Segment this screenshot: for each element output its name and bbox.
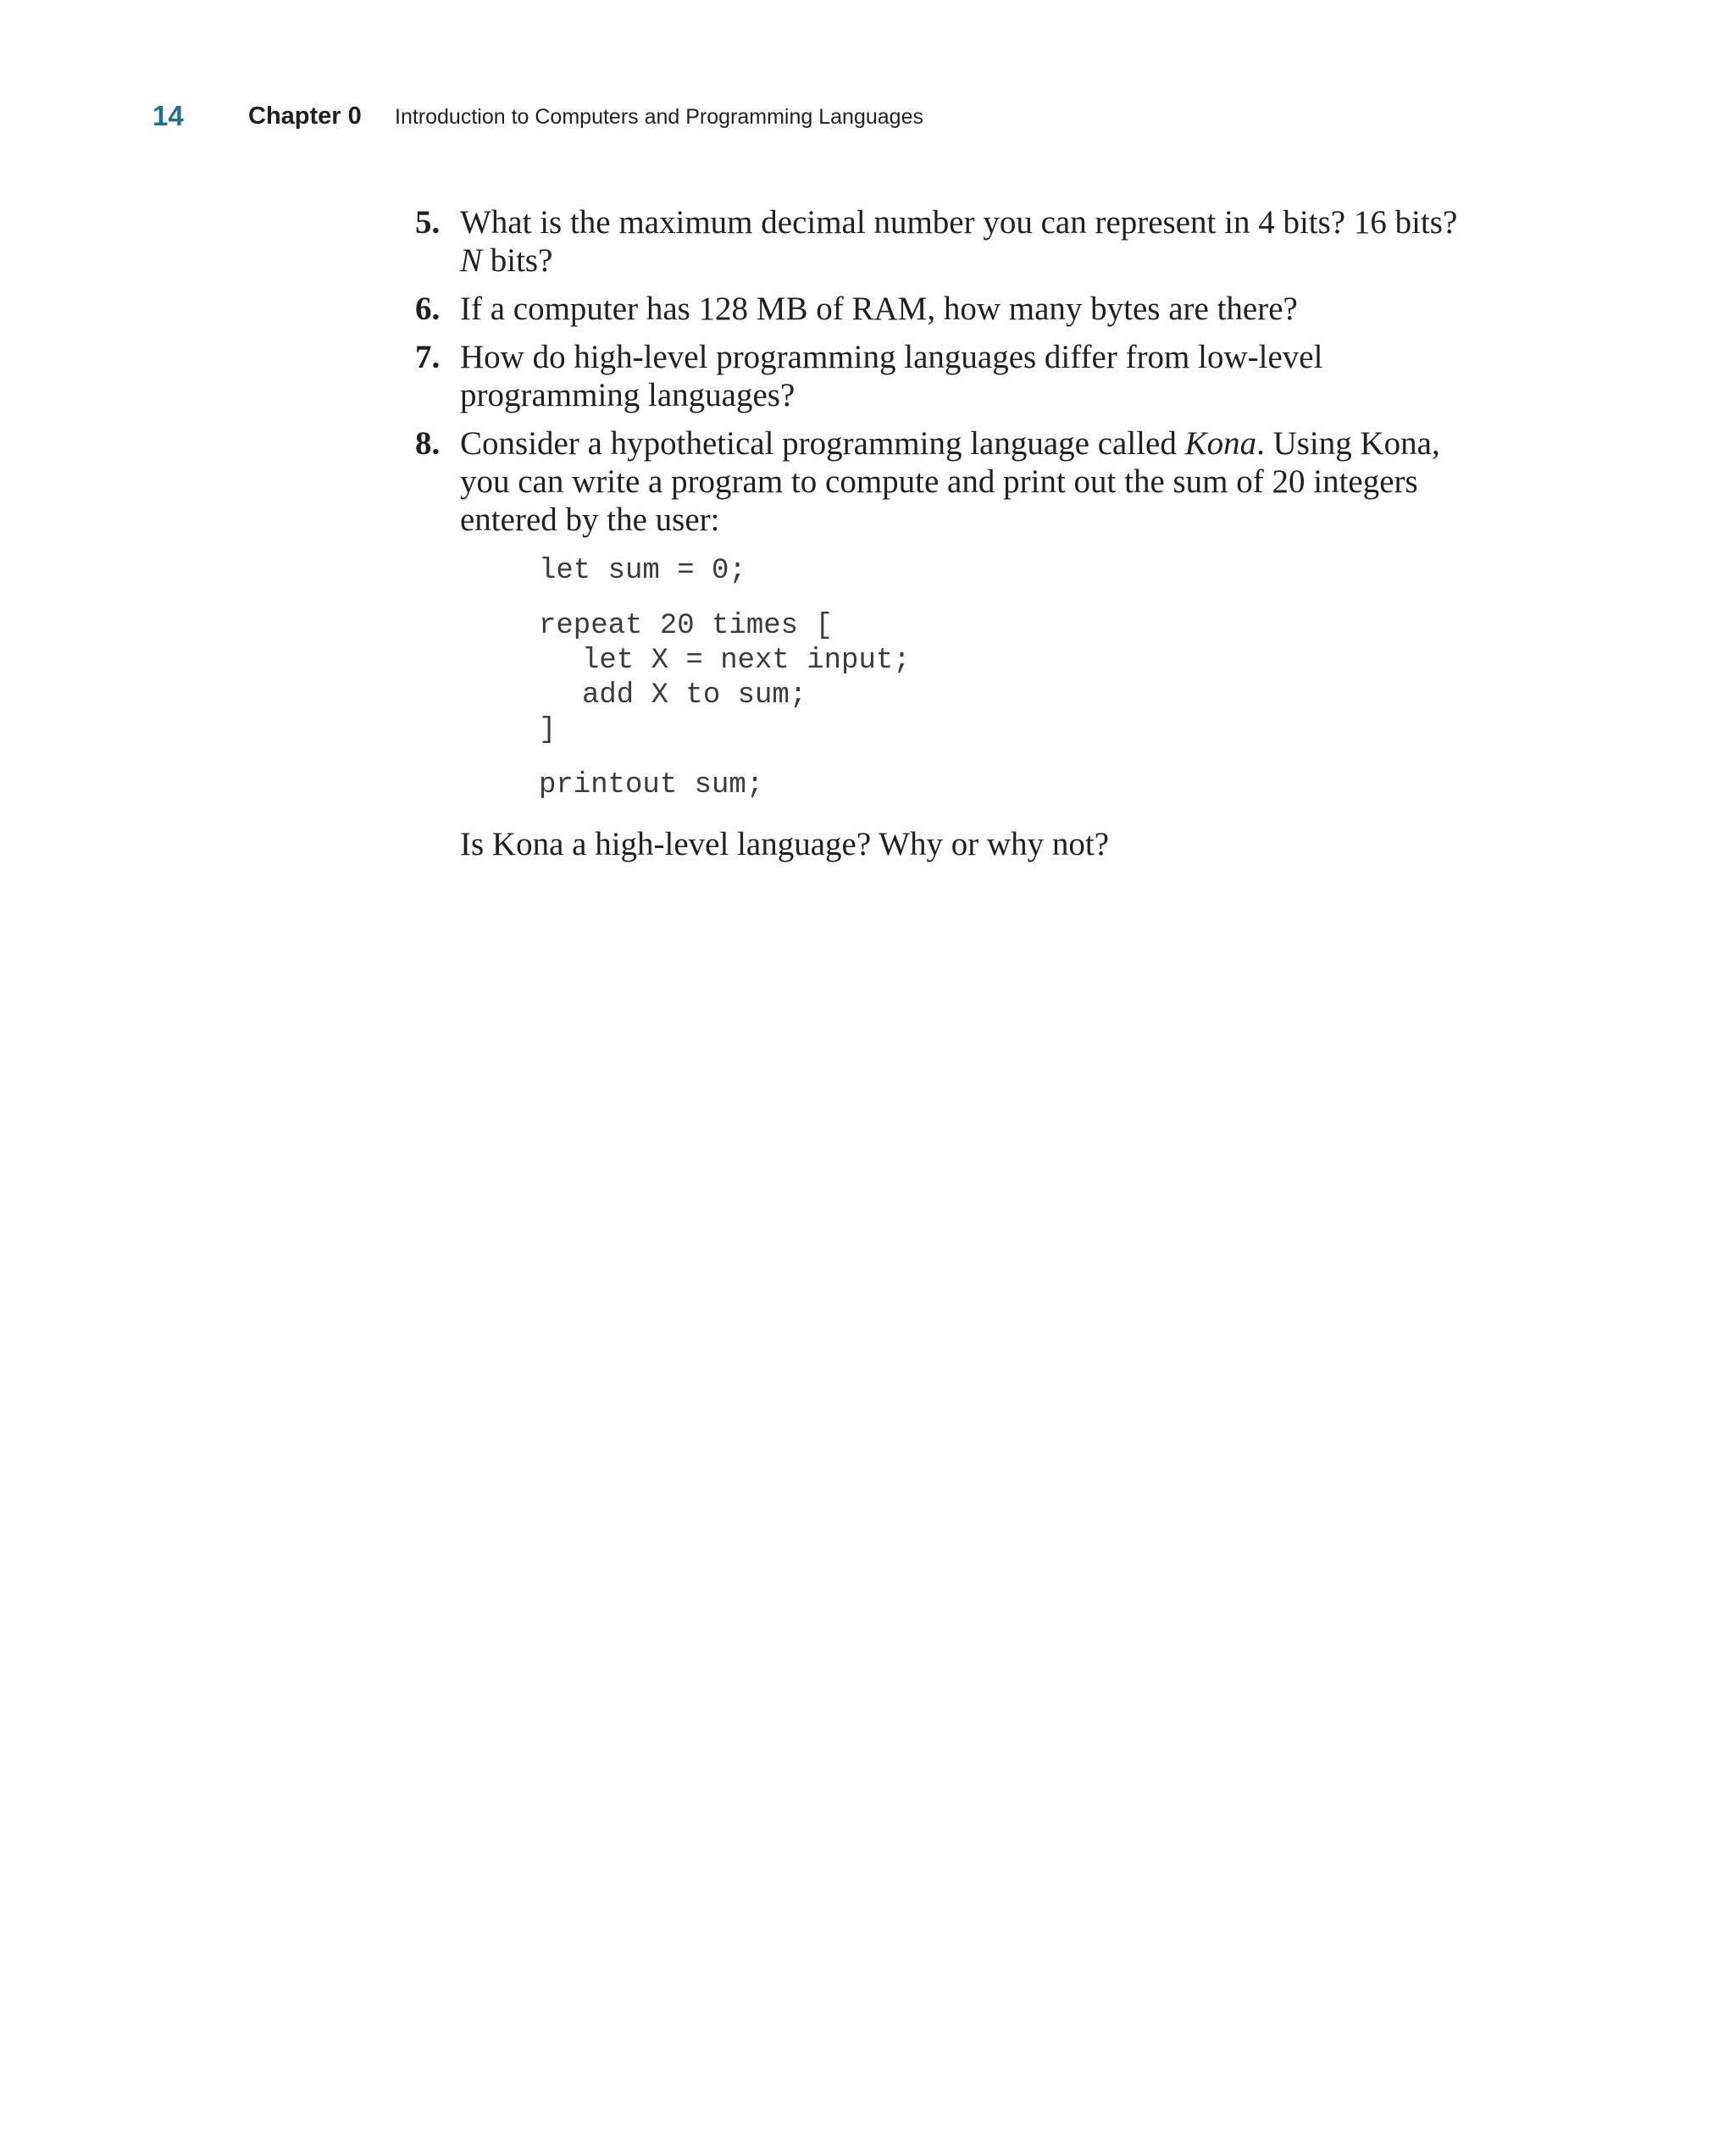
question-italic-term: N (460, 242, 483, 279)
question-8 (415, 424, 1483, 863)
question-text: How do high-level programming languages differ from low-level programming languages? (460, 339, 1323, 413)
code-line: ] (539, 714, 557, 746)
question-number: 5. (415, 204, 441, 241)
question-text-continued: bits? (482, 242, 553, 279)
code-example (539, 554, 1483, 803)
question-5 (415, 203, 1483, 280)
question-7 (415, 338, 1483, 414)
question-italic-term: Kona (1184, 425, 1257, 462)
chapter-label: Chapter 0 (248, 103, 362, 130)
running-head (0, 100, 1735, 142)
question-text: If a computer has 128 MB of RAM, how many bytes are there? (460, 291, 1298, 327)
question-followup: Is Kona a high-level language? Why or why not? (460, 826, 1110, 862)
question-text: Consider a hypothetical programming language called (460, 425, 1185, 462)
question-number: 8. (415, 425, 441, 462)
review-questions-list (415, 203, 1483, 873)
question-6 (415, 290, 1483, 328)
code-line: add X to sum; (582, 679, 807, 712)
question-text-continued: . Using Kona, you can write a program to compute and print out the sum of 20 integers entered by the user: (460, 425, 1440, 538)
code-line: let sum = 0; (539, 555, 746, 587)
question-text: What is the maximum decimal number you can represent in 4 bits? 16 bits? (460, 204, 1458, 241)
question-number: 7. (415, 339, 441, 375)
chapter-title: Introduction to Computers and Programming Languages (395, 105, 923, 129)
code-line: printout sum; (539, 769, 764, 801)
question-number: 6. (415, 291, 441, 327)
code-line: repeat 20 times [ (539, 610, 833, 642)
page-number: 14 (152, 100, 184, 131)
code-line: let X = next input; (582, 645, 911, 677)
